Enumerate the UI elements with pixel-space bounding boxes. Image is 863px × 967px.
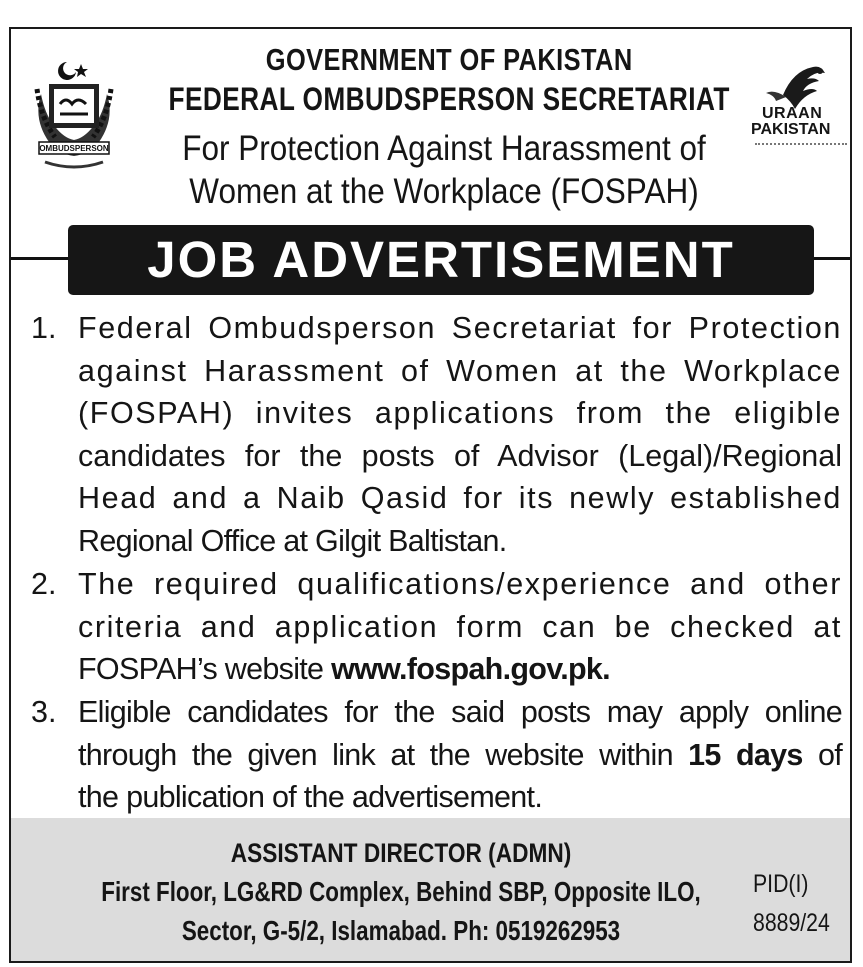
subtitle-line-2: Women at the Workplace (FOSPAH) — [189, 172, 699, 211]
pid-label: PID(I) — [753, 870, 809, 898]
deadline-prefix: through the given link at the website within — [78, 737, 689, 772]
deadline-days: 15 days — [688, 737, 803, 772]
website-prefix: FOSPAH’s website — [78, 652, 332, 687]
contact-title: ASSISTANT DIRECTOR (ADMN) — [230, 838, 572, 868]
job-advertisement-banner: JOB ADVERTISEMENT — [68, 225, 814, 295]
item-line: candidates for the posts of Advisor (Legal)/Regional — [78, 438, 842, 473]
emblem-caption: OMBUDSPERSON — [39, 144, 109, 153]
organization-title: FEDERAL OMBUDSPERSON SECRETARIAT — [168, 81, 730, 117]
item-line: Eligible candidates for the said posts may apply online — [78, 695, 842, 729]
item-number: 3. — [31, 695, 57, 729]
pid-number: 8889/24 — [753, 909, 830, 937]
item-line: against Harassment of Women at the Workplace — [78, 353, 842, 388]
contact-address-line-1: First Floor, LG&RD Complex, Behind SBP, Opposite ILO, — [101, 876, 701, 907]
government-title: GOVERNMENT OF PAKISTAN — [265, 42, 633, 77]
item-line: Regional Office at Gilgit Baltistan. — [78, 523, 507, 558]
item-number: 1. — [31, 311, 57, 345]
item-number: 2. — [31, 567, 57, 601]
pakistan-word: PAKISTAN — [751, 121, 831, 138]
item-line: The required qualifications/experience and other — [78, 567, 842, 601]
uraan-word: URAAN — [762, 105, 823, 122]
item-line: the publication of the advertisement. — [78, 780, 543, 815]
subtitle-line-1: For Protection Against Harassment of — [182, 129, 706, 168]
advertisement-frame — [9, 27, 852, 963]
website-url[interactable]: www.fospah.gov.pk. — [331, 652, 610, 687]
item-line: Federal Ombudsperson Secretariat for Protection — [78, 311, 842, 345]
item-line: criteria and application form can be checked at — [78, 609, 842, 644]
contact-address-line-2: Sector, G-5/2, Islamabad. Ph: 0519262953 — [181, 915, 621, 946]
item-line-website — [78, 648, 842, 691]
item-line: Head and a Naib Qasid for its newly established — [78, 481, 842, 516]
item-line-deadline — [78, 734, 842, 777]
item-line: (FOSPAH) invites applications from the eligible — [78, 396, 842, 431]
contact-footer — [11, 818, 850, 961]
deadline-suffix: of — [802, 737, 842, 772]
